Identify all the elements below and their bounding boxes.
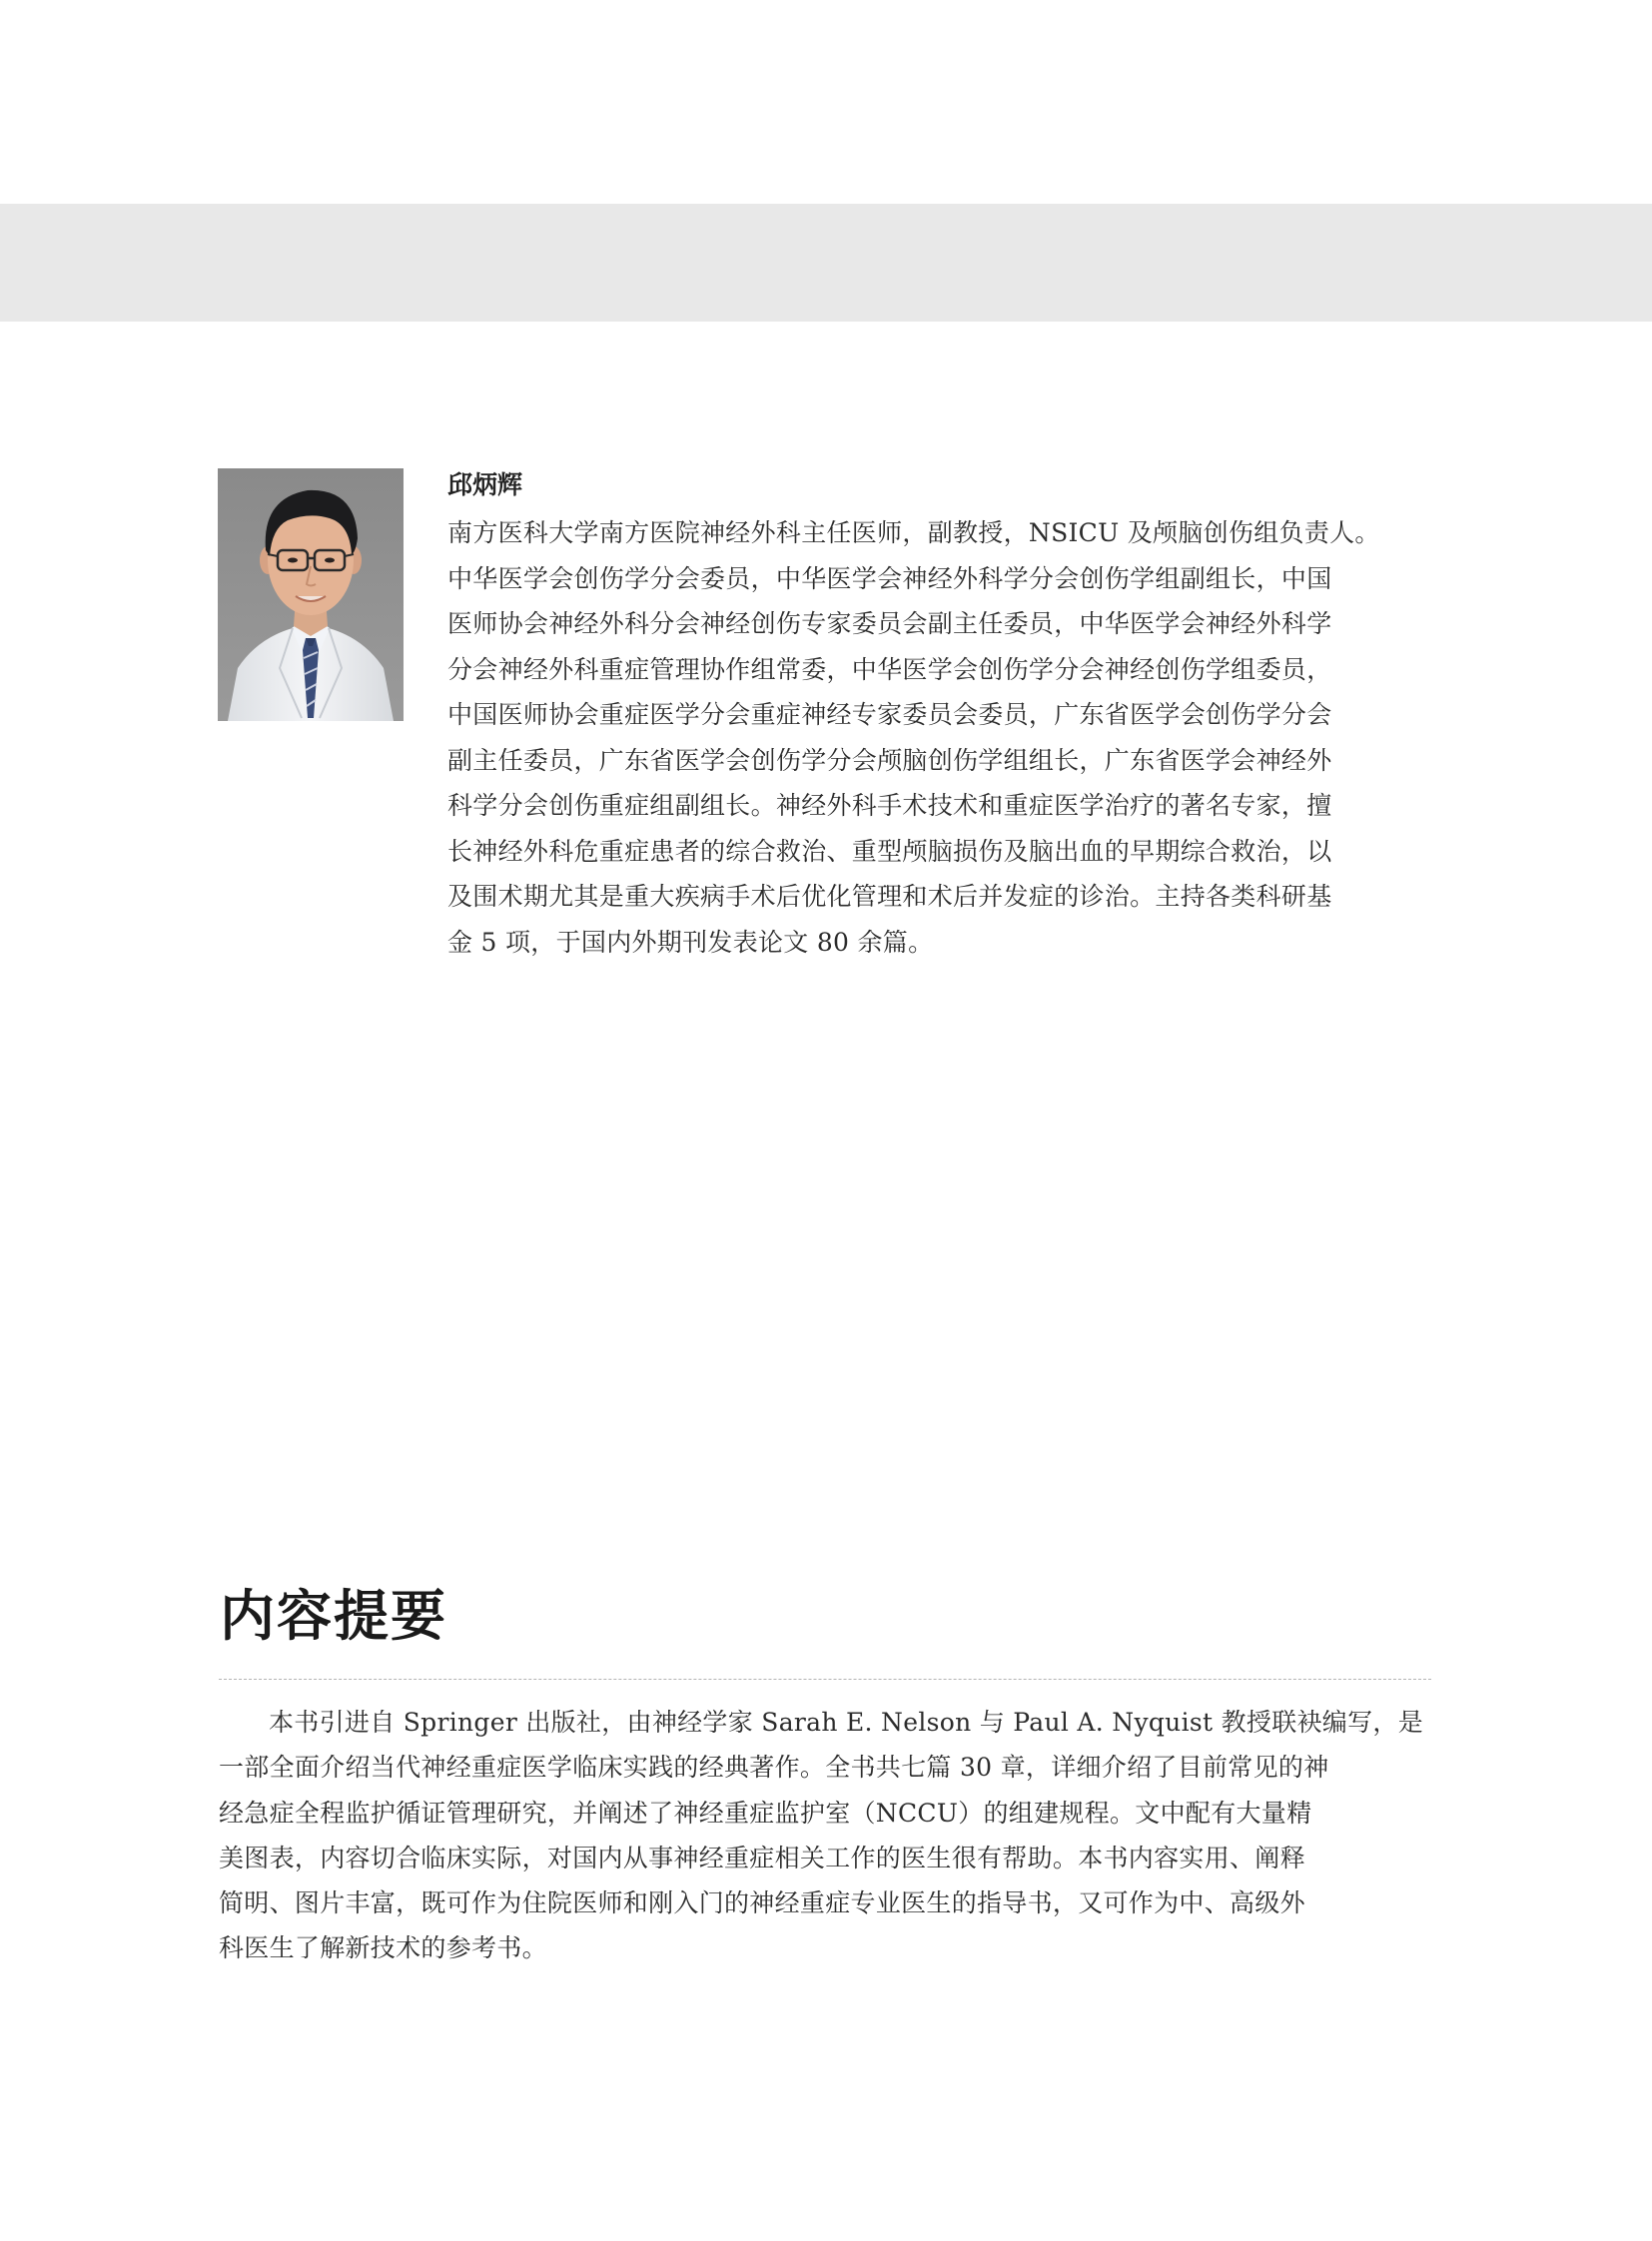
bio-line: 科学分会创伤重症组副组长。神经外科手术技术和重症医学治疗的著名专家，擅 bbox=[447, 791, 1332, 820]
summary-line: 本书引进自 Springer 出版社，由神经学家 Sarah E. Nelson 与 Paul A. Nyquist 教授联袂编写，是 bbox=[269, 1708, 1424, 1737]
summary-heading: 内容提要 bbox=[220, 1583, 448, 1648]
bio-line: 南方医科大学南方医院神经外科主任医师，副教授，NSICU 及颅脑创伤组负责人。 bbox=[447, 518, 1380, 547]
header-band bbox=[0, 204, 1652, 322]
bio-line: 金 5 项，于国内外期刊发表论文 80 余篇。 bbox=[447, 927, 934, 957]
summary-line: 科医生了解新技术的参考书。 bbox=[219, 1933, 547, 1963]
bio-line: 及围术期尤其是重大疾病手术后优化管理和术后并发症的诊治。主持各类科研基 bbox=[447, 882, 1332, 911]
author-name: 邱炳辉 bbox=[447, 470, 523, 499]
author-portrait-image bbox=[218, 468, 404, 721]
summary-line: 经急症全程监护循证管理研究，并阐述了神经重症监护室（NCCU）的组建规程。文中配有大量精 bbox=[219, 1798, 1312, 1828]
bio-line: 分会神经外科重症管理协作组常委，中华医学会创伤学分会神经创伤学组委员， bbox=[447, 654, 1332, 684]
summary-line: 美图表，内容切合临床实际，对国内从事神经重症相关工作的医生很有帮助。本书内容实用、阐释 bbox=[219, 1843, 1305, 1872]
summary-line: 简明、图片丰富，既可作为住院医师和刚入门的神经重症专业医生的指导书，又可作为中、高级外 bbox=[219, 1888, 1305, 1918]
dashed-divider bbox=[219, 1679, 1431, 1680]
bio-line: 中国医师协会重症医学分会重症神经专家委员会委员，广东省医学会创伤学分会 bbox=[447, 700, 1332, 729]
author-photo bbox=[218, 468, 404, 721]
summary-body bbox=[219, 1700, 1437, 1971]
bio-line: 医师协会神经外科分会神经创伤专家委员会副主任委员，中华医学会神经外科学 bbox=[447, 609, 1332, 638]
author-bio bbox=[447, 462, 1436, 965]
bio-line: 副主任委员，广东省医学会创伤学分会颅脑创伤学组组长，广东省医学会神经外 bbox=[447, 745, 1332, 775]
summary-line: 一部全面介绍当代神经重症医学临床实践的经典著作。全书共七篇 30 章，详细介绍了目前常见的神 bbox=[219, 1753, 1329, 1783]
bio-line: 长神经外科危重症患者的综合救治、重型颅脑损伤及脑出血的早期综合救治，以 bbox=[447, 836, 1332, 866]
bio-line: 中华医学会创伤学分会委员，中华医学会神经外科学分会创伤学组副组长，中国 bbox=[447, 563, 1332, 593]
